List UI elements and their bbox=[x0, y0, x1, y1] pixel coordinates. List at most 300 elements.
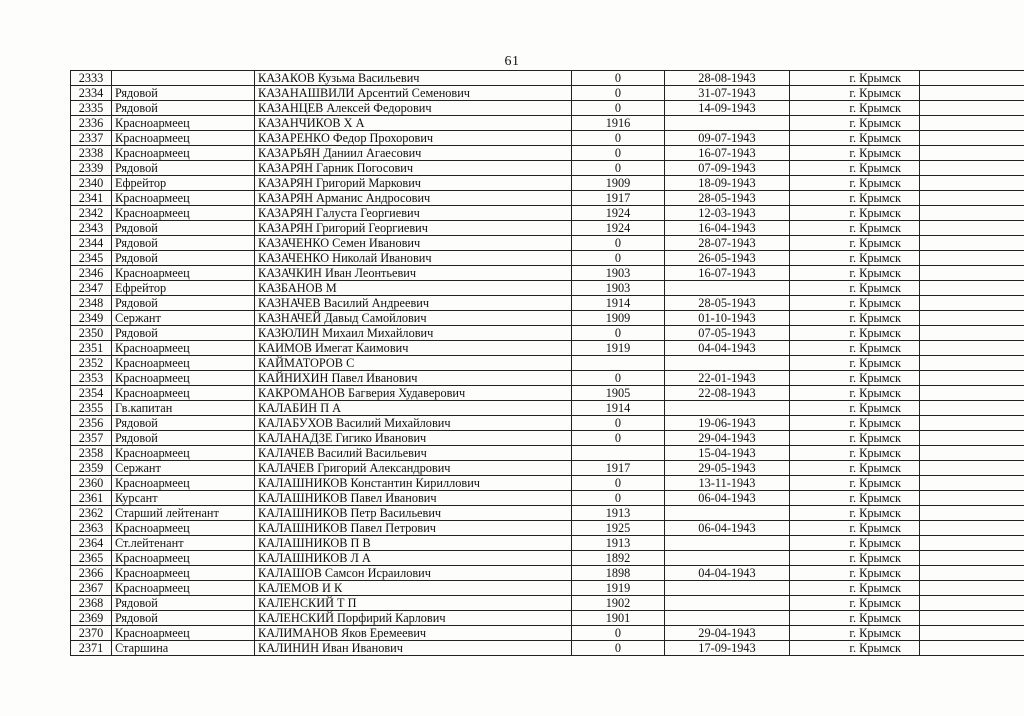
notes-cell bbox=[920, 521, 1024, 536]
notes-cell bbox=[920, 476, 1024, 491]
death-date-cell: 22-01-1943 bbox=[665, 371, 790, 386]
full-name-cell: КАЗАРЬЯН Даниил Агаесович bbox=[255, 146, 572, 161]
death-date-cell bbox=[665, 581, 790, 596]
record-number-cell: 2369 bbox=[71, 611, 112, 626]
military-rank-cell: Ефрейтор bbox=[112, 281, 255, 296]
notes-cell bbox=[920, 341, 1024, 356]
birth-year-cell: 0 bbox=[572, 251, 665, 266]
burial-place-cell: г. Крымск bbox=[790, 401, 920, 416]
table-row bbox=[71, 581, 1024, 596]
military-rank-cell: Красноармеец bbox=[112, 476, 255, 491]
record-number-cell: 2356 bbox=[71, 416, 112, 431]
record-number-cell: 2342 bbox=[71, 206, 112, 221]
notes-cell bbox=[920, 116, 1024, 131]
military-rank-cell: Рядовой bbox=[112, 86, 255, 101]
military-rank-cell: Красноармеец bbox=[112, 266, 255, 281]
military-rank-cell: Рядовой bbox=[112, 161, 255, 176]
notes-cell bbox=[920, 416, 1024, 431]
notes-cell bbox=[920, 281, 1024, 296]
record-number-cell: 2343 bbox=[71, 221, 112, 236]
burial-place-cell: г. Крымск bbox=[790, 311, 920, 326]
table-row bbox=[71, 206, 1024, 221]
military-rank-cell: Гв.капитан bbox=[112, 401, 255, 416]
military-rank-cell bbox=[112, 71, 255, 86]
notes-cell bbox=[920, 326, 1024, 341]
registry-body bbox=[71, 71, 1024, 656]
full-name-cell: КАЗАРЯН Арманис Андросович bbox=[255, 191, 572, 206]
notes-cell bbox=[920, 401, 1024, 416]
table-row bbox=[71, 626, 1024, 641]
birth-year-cell: 0 bbox=[572, 431, 665, 446]
death-date-cell: 06-04-1943 bbox=[665, 521, 790, 536]
table-row bbox=[71, 356, 1024, 371]
birth-year-cell bbox=[572, 446, 665, 461]
record-number-cell: 2333 bbox=[71, 71, 112, 86]
death-date-cell: 16-07-1943 bbox=[665, 146, 790, 161]
full-name-cell: КАЗАЧКИН Иван Леонтьевич bbox=[255, 266, 572, 281]
military-rank-cell: Рядовой bbox=[112, 296, 255, 311]
record-number-cell: 2359 bbox=[71, 461, 112, 476]
full-name-cell: КАКРОМАНОВ Багверия Худаверович bbox=[255, 386, 572, 401]
record-number-cell: 2353 bbox=[71, 371, 112, 386]
full-name-cell: КАЗАКОВ Кузьма Васильевич bbox=[255, 71, 572, 86]
notes-cell bbox=[920, 611, 1024, 626]
table-row bbox=[71, 86, 1024, 101]
birth-year-cell: 1913 bbox=[572, 536, 665, 551]
full-name-cell: КАЗАРЯН Григорий Маркович bbox=[255, 176, 572, 191]
table-row bbox=[71, 101, 1024, 116]
table-row bbox=[71, 341, 1024, 356]
notes-cell bbox=[920, 161, 1024, 176]
full-name-cell: КАЛАНАДЗЕ Гигико Иванович bbox=[255, 431, 572, 446]
burial-place-cell: г. Крымск bbox=[790, 641, 920, 656]
death-date-cell bbox=[665, 116, 790, 131]
table-row bbox=[71, 176, 1024, 191]
full-name-cell: КАЗНАЧЕВ Василий Андреевич bbox=[255, 296, 572, 311]
military-rank-cell: Красноармеец bbox=[112, 581, 255, 596]
record-number-cell: 2345 bbox=[71, 251, 112, 266]
full-name-cell: КАЛАШНИКОВ Л А bbox=[255, 551, 572, 566]
notes-cell bbox=[920, 296, 1024, 311]
table-row bbox=[71, 491, 1024, 506]
military-rank-cell: Красноармеец bbox=[112, 146, 255, 161]
record-number-cell: 2341 bbox=[71, 191, 112, 206]
record-number-cell: 2344 bbox=[71, 236, 112, 251]
death-date-cell bbox=[665, 356, 790, 371]
record-number-cell: 2351 bbox=[71, 341, 112, 356]
death-date-cell: 22-08-1943 bbox=[665, 386, 790, 401]
burial-place-cell: г. Крымск bbox=[790, 281, 920, 296]
burial-place-cell: г. Крымск bbox=[790, 626, 920, 641]
military-rank-cell: Старший лейтенант bbox=[112, 506, 255, 521]
record-number-cell: 2347 bbox=[71, 281, 112, 296]
burial-place-cell: г. Крымск bbox=[790, 131, 920, 146]
record-number-cell: 2340 bbox=[71, 176, 112, 191]
death-date-cell: 06-04-1943 bbox=[665, 491, 790, 506]
record-number-cell: 2348 bbox=[71, 296, 112, 311]
table-row bbox=[71, 116, 1024, 131]
military-rank-cell: Ст.лейтенант bbox=[112, 536, 255, 551]
notes-cell bbox=[920, 581, 1024, 596]
full-name-cell: КАЗАНЧИКОВ Х А bbox=[255, 116, 572, 131]
burial-place-cell: г. Крымск bbox=[790, 371, 920, 386]
death-date-cell bbox=[665, 281, 790, 296]
birth-year-cell: 0 bbox=[572, 491, 665, 506]
record-number-cell: 2363 bbox=[71, 521, 112, 536]
military-rank-cell: Рядовой bbox=[112, 431, 255, 446]
burial-place-cell: г. Крымск bbox=[790, 326, 920, 341]
birth-year-cell: 1903 bbox=[572, 266, 665, 281]
birth-year-cell: 1909 bbox=[572, 311, 665, 326]
table-row bbox=[71, 266, 1024, 281]
death-date-cell bbox=[665, 611, 790, 626]
notes-cell bbox=[920, 236, 1024, 251]
military-rank-cell: Рядовой bbox=[112, 101, 255, 116]
full-name-cell: КАЛАБУХОВ Василий Михайлович bbox=[255, 416, 572, 431]
death-date-cell bbox=[665, 551, 790, 566]
military-rank-cell: Красноармеец bbox=[112, 566, 255, 581]
full-name-cell: КАЗАЧЕНКО Семен Иванович bbox=[255, 236, 572, 251]
burial-place-cell: г. Крымск bbox=[790, 146, 920, 161]
death-date-cell bbox=[665, 401, 790, 416]
notes-cell bbox=[920, 386, 1024, 401]
full-name-cell: КАИМОВ Имегат Каимович bbox=[255, 341, 572, 356]
notes-cell bbox=[920, 131, 1024, 146]
table-row bbox=[71, 146, 1024, 161]
military-rank-cell: Красноармеец bbox=[112, 131, 255, 146]
death-date-cell: 16-07-1943 bbox=[665, 266, 790, 281]
birth-year-cell: 0 bbox=[572, 626, 665, 641]
death-date-cell: 19-06-1943 bbox=[665, 416, 790, 431]
record-number-cell: 2365 bbox=[71, 551, 112, 566]
table-row bbox=[71, 191, 1024, 206]
burial-registry-table bbox=[70, 70, 1024, 656]
birth-year-cell: 0 bbox=[572, 416, 665, 431]
full-name-cell: КАЛАШНИКОВ Петр Васильевич bbox=[255, 506, 572, 521]
birth-year-cell: 0 bbox=[572, 131, 665, 146]
birth-year-cell: 0 bbox=[572, 476, 665, 491]
death-date-cell bbox=[665, 596, 790, 611]
full-name-cell: КАЛАШНИКОВ Павел Петрович bbox=[255, 521, 572, 536]
table-row bbox=[71, 596, 1024, 611]
death-date-cell: 04-04-1943 bbox=[665, 341, 790, 356]
table-row bbox=[71, 446, 1024, 461]
full-name-cell: КАЗАРЯН Григорий Георгиевич bbox=[255, 221, 572, 236]
death-date-cell: 28-07-1943 bbox=[665, 236, 790, 251]
military-rank-cell: Красноармеец bbox=[112, 116, 255, 131]
birth-year-cell: 1919 bbox=[572, 581, 665, 596]
military-rank-cell: Рядовой bbox=[112, 611, 255, 626]
birth-year-cell: 1924 bbox=[572, 221, 665, 236]
death-date-cell: 04-04-1943 bbox=[665, 566, 790, 581]
notes-cell bbox=[920, 641, 1024, 656]
death-date-cell: 07-09-1943 bbox=[665, 161, 790, 176]
table-row bbox=[71, 401, 1024, 416]
burial-place-cell: г. Крымск bbox=[790, 116, 920, 131]
death-date-cell bbox=[665, 506, 790, 521]
record-number-cell: 2360 bbox=[71, 476, 112, 491]
birth-year-cell: 1892 bbox=[572, 551, 665, 566]
burial-place-cell: г. Крымск bbox=[790, 581, 920, 596]
death-date-cell: 01-10-1943 bbox=[665, 311, 790, 326]
burial-place-cell: г. Крымск bbox=[790, 176, 920, 191]
birth-year-cell: 1914 bbox=[572, 296, 665, 311]
birth-year-cell: 1919 bbox=[572, 341, 665, 356]
military-rank-cell: Красноармеец bbox=[112, 371, 255, 386]
military-rank-cell: Красноармеец bbox=[112, 206, 255, 221]
birth-year-cell: 0 bbox=[572, 146, 665, 161]
death-date-cell: 07-05-1943 bbox=[665, 326, 790, 341]
full-name-cell: КАЗАРЯН Гарник Погосович bbox=[255, 161, 572, 176]
death-date-cell: 18-09-1943 bbox=[665, 176, 790, 191]
record-number-cell: 2364 bbox=[71, 536, 112, 551]
table-row bbox=[71, 476, 1024, 491]
death-date-cell: 09-07-1943 bbox=[665, 131, 790, 146]
full-name-cell: КАЙМАТОРОВ С bbox=[255, 356, 572, 371]
birth-year-cell: 1901 bbox=[572, 611, 665, 626]
record-number-cell: 2339 bbox=[71, 161, 112, 176]
burial-place-cell: г. Крымск bbox=[790, 491, 920, 506]
burial-place-cell: г. Крымск bbox=[790, 101, 920, 116]
table-row bbox=[71, 521, 1024, 536]
table-row bbox=[71, 326, 1024, 341]
notes-cell bbox=[920, 566, 1024, 581]
full-name-cell: КАЛАЧЕВ Григорий Александрович bbox=[255, 461, 572, 476]
table-row bbox=[71, 371, 1024, 386]
record-number-cell: 2358 bbox=[71, 446, 112, 461]
death-date-cell: 28-08-1943 bbox=[665, 71, 790, 86]
full-name-cell: КАЗАНАШВИЛИ Арсентий Семенович bbox=[255, 86, 572, 101]
notes-cell bbox=[920, 71, 1024, 86]
record-number-cell: 2371 bbox=[71, 641, 112, 656]
notes-cell bbox=[920, 191, 1024, 206]
notes-cell bbox=[920, 596, 1024, 611]
notes-cell bbox=[920, 461, 1024, 476]
table-row bbox=[71, 536, 1024, 551]
table-row bbox=[71, 551, 1024, 566]
military-rank-cell: Старшина bbox=[112, 641, 255, 656]
table-row bbox=[71, 161, 1024, 176]
full-name-cell: КАЛАШНИКОВ Константин Кириллович bbox=[255, 476, 572, 491]
birth-year-cell bbox=[572, 356, 665, 371]
military-rank-cell: Рядовой bbox=[112, 416, 255, 431]
military-rank-cell: Рядовой bbox=[112, 221, 255, 236]
full-name-cell: КАЛИМАНОВ Яков Еремеевич bbox=[255, 626, 572, 641]
full-name-cell: КАЙНИХИН Павел Иванович bbox=[255, 371, 572, 386]
birth-year-cell: 1902 bbox=[572, 596, 665, 611]
burial-place-cell: г. Крымск bbox=[790, 461, 920, 476]
full-name-cell: КАЗАНЦЕВ Алексей Федорович bbox=[255, 101, 572, 116]
burial-place-cell: г. Крымск bbox=[790, 446, 920, 461]
full-name-cell: КАЗЮЛИН Михаил Михайлович bbox=[255, 326, 572, 341]
military-rank-cell: Красноармеец bbox=[112, 356, 255, 371]
record-number-cell: 2336 bbox=[71, 116, 112, 131]
military-rank-cell: Рядовой bbox=[112, 326, 255, 341]
birth-year-cell: 1905 bbox=[572, 386, 665, 401]
military-rank-cell: Красноармеец bbox=[112, 386, 255, 401]
burial-place-cell: г. Крымск bbox=[790, 191, 920, 206]
full-name-cell: КАЛЕНСКИЙ Порфирий Карлович bbox=[255, 611, 572, 626]
military-rank-cell: Сержант bbox=[112, 311, 255, 326]
birth-year-cell: 1917 bbox=[572, 191, 665, 206]
burial-place-cell: г. Крымск bbox=[790, 161, 920, 176]
table-row bbox=[71, 311, 1024, 326]
death-date-cell bbox=[665, 536, 790, 551]
table-row bbox=[71, 386, 1024, 401]
notes-cell bbox=[920, 446, 1024, 461]
burial-place-cell: г. Крымск bbox=[790, 236, 920, 251]
birth-year-cell: 1898 bbox=[572, 566, 665, 581]
military-rank-cell: Красноармеец bbox=[112, 341, 255, 356]
military-rank-cell: Рядовой bbox=[112, 596, 255, 611]
burial-place-cell: г. Крымск bbox=[790, 596, 920, 611]
death-date-cell: 29-04-1943 bbox=[665, 431, 790, 446]
record-number-cell: 2335 bbox=[71, 101, 112, 116]
notes-cell bbox=[920, 206, 1024, 221]
record-number-cell: 2352 bbox=[71, 356, 112, 371]
record-number-cell: 2367 bbox=[71, 581, 112, 596]
military-rank-cell: Красноармеец bbox=[112, 521, 255, 536]
table-row bbox=[71, 611, 1024, 626]
table-row bbox=[71, 251, 1024, 266]
table-row bbox=[71, 131, 1024, 146]
death-date-cell: 13-11-1943 bbox=[665, 476, 790, 491]
notes-cell bbox=[920, 356, 1024, 371]
death-date-cell: 28-05-1943 bbox=[665, 191, 790, 206]
notes-cell bbox=[920, 431, 1024, 446]
burial-place-cell: г. Крымск bbox=[790, 416, 920, 431]
burial-place-cell: г. Крымск bbox=[790, 206, 920, 221]
birth-year-cell: 0 bbox=[572, 101, 665, 116]
record-number-cell: 2357 bbox=[71, 431, 112, 446]
death-date-cell: 14-09-1943 bbox=[665, 101, 790, 116]
record-number-cell: 2366 bbox=[71, 566, 112, 581]
birth-year-cell: 0 bbox=[572, 161, 665, 176]
notes-cell bbox=[920, 311, 1024, 326]
military-rank-cell: Рядовой bbox=[112, 236, 255, 251]
military-rank-cell: Рядовой bbox=[112, 251, 255, 266]
birth-year-cell: 0 bbox=[572, 236, 665, 251]
table-row bbox=[71, 461, 1024, 476]
notes-cell bbox=[920, 536, 1024, 551]
record-number-cell: 2346 bbox=[71, 266, 112, 281]
military-rank-cell: Красноармеец bbox=[112, 446, 255, 461]
birth-year-cell: 0 bbox=[572, 371, 665, 386]
table-row bbox=[71, 221, 1024, 236]
record-number-cell: 2337 bbox=[71, 131, 112, 146]
full-name-cell: КАЗАРЕНКО Федор Прохорович bbox=[255, 131, 572, 146]
record-number-cell: 2354 bbox=[71, 386, 112, 401]
record-number-cell: 2370 bbox=[71, 626, 112, 641]
notes-cell bbox=[920, 626, 1024, 641]
full-name-cell: КАЗАРЯН Галуста Георгиевич bbox=[255, 206, 572, 221]
military-rank-cell: Красноармеец bbox=[112, 191, 255, 206]
birth-year-cell: 0 bbox=[572, 71, 665, 86]
military-rank-cell: Красноармеец bbox=[112, 626, 255, 641]
notes-cell bbox=[920, 101, 1024, 116]
table-row bbox=[71, 416, 1024, 431]
military-rank-cell: Красноармеец bbox=[112, 551, 255, 566]
burial-place-cell: г. Крымск bbox=[790, 86, 920, 101]
full-name-cell: КАЛИНИН Иван Иванович bbox=[255, 641, 572, 656]
full-name-cell: КАЛАШОВ Самсон Исраилович bbox=[255, 566, 572, 581]
notes-cell bbox=[920, 86, 1024, 101]
full-name-cell: КАЛЕНСКИЙ Т П bbox=[255, 596, 572, 611]
death-date-cell: 29-05-1943 bbox=[665, 461, 790, 476]
death-date-cell: 17-09-1943 bbox=[665, 641, 790, 656]
notes-cell bbox=[920, 266, 1024, 281]
burial-place-cell: г. Крымск bbox=[790, 221, 920, 236]
table-row bbox=[71, 641, 1024, 656]
record-number-cell: 2368 bbox=[71, 596, 112, 611]
burial-place-cell: г. Крымск bbox=[790, 521, 920, 536]
notes-cell bbox=[920, 146, 1024, 161]
full-name-cell: КАЗБАНОВ М bbox=[255, 281, 572, 296]
birth-year-cell: 1916 bbox=[572, 116, 665, 131]
table-row bbox=[71, 296, 1024, 311]
full-name-cell: КАЛАШНИКОВ П В bbox=[255, 536, 572, 551]
burial-place-cell: г. Крымск bbox=[790, 356, 920, 371]
full-name-cell: КАЛЕМОВ И К bbox=[255, 581, 572, 596]
burial-place-cell: г. Крымск bbox=[790, 431, 920, 446]
birth-year-cell: 1914 bbox=[572, 401, 665, 416]
death-date-cell: 12-03-1943 bbox=[665, 206, 790, 221]
table-row bbox=[71, 281, 1024, 296]
record-number-cell: 2350 bbox=[71, 326, 112, 341]
burial-place-cell: г. Крымск bbox=[790, 266, 920, 281]
full-name-cell: КАЛАБИН П А bbox=[255, 401, 572, 416]
birth-year-cell: 1924 bbox=[572, 206, 665, 221]
notes-cell bbox=[920, 491, 1024, 506]
table-row bbox=[71, 236, 1024, 251]
burial-place-cell: г. Крымск bbox=[790, 71, 920, 86]
burial-place-cell: г. Крымск bbox=[790, 536, 920, 551]
page-number: 61 bbox=[504, 54, 520, 69]
birth-year-cell: 0 bbox=[572, 326, 665, 341]
death-date-cell: 31-07-1943 bbox=[665, 86, 790, 101]
burial-place-cell: г. Крымск bbox=[790, 296, 920, 311]
birth-year-cell: 1913 bbox=[572, 506, 665, 521]
birth-year-cell: 1925 bbox=[572, 521, 665, 536]
death-date-cell: 26-05-1943 bbox=[665, 251, 790, 266]
burial-place-cell: г. Крымск bbox=[790, 611, 920, 626]
military-rank-cell: Курсант bbox=[112, 491, 255, 506]
notes-cell bbox=[920, 176, 1024, 191]
burial-place-cell: г. Крымск bbox=[790, 386, 920, 401]
death-date-cell: 28-05-1943 bbox=[665, 296, 790, 311]
burial-place-cell: г. Крымск bbox=[790, 506, 920, 521]
birth-year-cell: 1909 bbox=[572, 176, 665, 191]
birth-year-cell: 1903 bbox=[572, 281, 665, 296]
notes-cell bbox=[920, 251, 1024, 266]
table-row bbox=[71, 566, 1024, 581]
record-number-cell: 2334 bbox=[71, 86, 112, 101]
death-date-cell: 29-04-1943 bbox=[665, 626, 790, 641]
record-number-cell: 2338 bbox=[71, 146, 112, 161]
notes-cell bbox=[920, 221, 1024, 236]
birth-year-cell: 0 bbox=[572, 641, 665, 656]
record-number-cell: 2355 bbox=[71, 401, 112, 416]
full-name-cell: КАЗАЧЕНКО Николай Иванович bbox=[255, 251, 572, 266]
full-name-cell: КАЛАЧЕВ Василий Васильевич bbox=[255, 446, 572, 461]
military-rank-cell: Сержант bbox=[112, 461, 255, 476]
record-number-cell: 2362 bbox=[71, 506, 112, 521]
military-rank-cell: Ефрейтор bbox=[112, 176, 255, 191]
notes-cell bbox=[920, 506, 1024, 521]
death-date-cell: 15-04-1943 bbox=[665, 446, 790, 461]
burial-place-cell: г. Крымск bbox=[790, 341, 920, 356]
burial-place-cell: г. Крымск bbox=[790, 251, 920, 266]
